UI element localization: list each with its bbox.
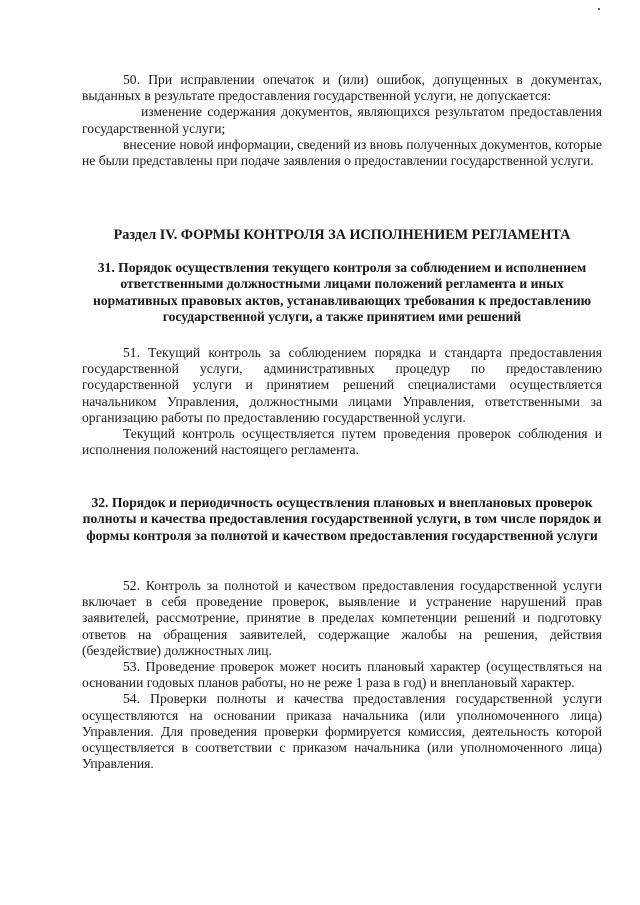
paragraph-53: 53. Проведение проверок может носить плановый характер (осуществляться на основании годовых планов работы, но не реже 1 раза в год) и внеплановый характер. <box>82 659 602 691</box>
paragraph-50-b: внесение новой информации, сведений из вновь полученных документов, которые не были представлены при подаче заявления о предоставлении государственной услуги. <box>82 136 602 169</box>
heading-31: 31. Порядок осуществления текущего контроля за соблюдением и исполнением ответственными должностными лицами положений регламента и иных нормативных правовых актов, устанавливающих требования к предоставлению государственной услуги, а также принятием ими решений <box>93 260 591 325</box>
paragraph-51-b: Текущий контроль осуществляется путем проведения проверок соблюдения и исполнения положений настоящего регламента. <box>82 426 602 458</box>
paragraph-50-a: изменение содержания документов, являющихся результатом предоставления государственной услуги; <box>82 104 602 136</box>
item-50-block <box>82 72 602 169</box>
paragraph-52: 52. Контроль за полнотой и качеством предоставления государственной услуги включает в себя проведение проверок, выявление и устранение нарушений прав заявителей, рассмотрение, принятие в пределах компетенции решений и подготовку ответов на обращения заявителей, содержащие жалобы на решения, действия (бездействие) должностных лиц. <box>82 578 602 658</box>
scan-speck <box>598 8 600 10</box>
item-52-54-block <box>82 578 602 772</box>
paragraph-54: 54. Проверки полноты и качества предоставления государственной услуги осуществляются на основании приказа начальника (или уполномоченного лица) Управления. Для проведения проверки формируется комиссия, деятельность которой осуществляется в соответствии с приказом начальника (или уполномоченного лица) Управления. <box>82 691 602 772</box>
section-title: Раздел IV. ФОРМЫ КОНТРОЛЯ ЗА ИСПОЛНЕНИЕМ РЕГЛАМЕНТА <box>113 227 571 243</box>
paragraph-50: 50. При исправлении опечаток и (или) ошибок, допущенных в документах, выданных в результате предоставления государственной услуги, не допускается: <box>82 72 602 104</box>
paragraph-51: 51. Текущий контроль за соблюдением порядка и стандарта предоставления государственной услуги, административных процедур по предоставлению государственной услуги и принятием решений специалистами осуществляется начальником Управления, должностными лицами Управления, ответственными за организацию работы по предоставлению государственной услуги. <box>82 345 602 425</box>
heading-32: 32. Порядок и периодичность осуществления плановых и внеплановых проверок полноты и качества предоставления государственной услуги, в том числе порядок и формы контроля за полнотой и качеством предоставления государственной услуги <box>82 495 602 543</box>
item-51-block <box>82 345 602 458</box>
